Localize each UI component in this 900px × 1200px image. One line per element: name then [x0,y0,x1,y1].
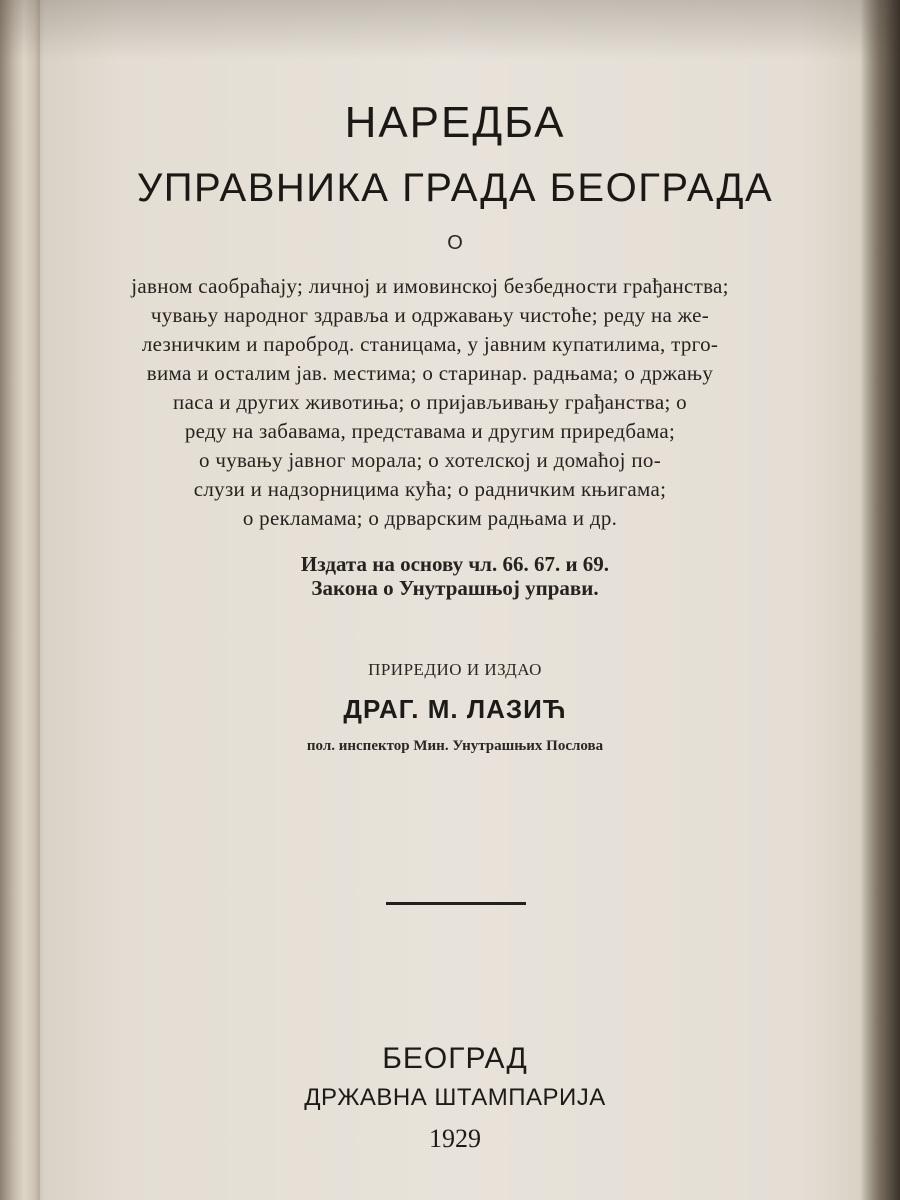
author-name: ДРАГ. М. ЛАЗИЋ [343,694,567,724]
body-line: јавном саобраћају; личној и имовинској безбедности грађанства; [131,274,729,298]
legal-basis-line: Закона о Унутрашњој управи. [311,576,599,600]
book-spine [0,0,40,1200]
body-line: лезничким и пароброд. станицама, у јавним купатилима, трго- [141,332,719,356]
legal-basis [60,552,850,600]
page-edge-shadow [860,0,900,1200]
body-line: вима и осталим јав. местима; о старинар. радњама; о држању [146,361,714,385]
body-line: паса и других животиња; о пријављивању грађанства; о [173,390,687,414]
body-line: о чувању јавног морала; о хотелској и домаћој по- [198,448,661,472]
about-word: О [447,232,463,254]
publication-year: 1929 [429,1124,481,1153]
prepared-by-label: ПРИРЕДИО И ИЗДАО [368,660,542,679]
publication-city: БЕОГРАД [382,1042,528,1075]
body-line: слузи и надзорницима кућа; о радничким књигама; [193,477,667,501]
printer-name: ДРЖАВНА ШТАМПАРИЈА [304,1084,606,1111]
subjects-paragraph [70,272,790,533]
author-role: пол. инспектор Мин. Унутрашњих Послова [306,738,604,754]
legal-basis-line: Издата на основу чл. 66. 67. и 69. [300,552,610,576]
body-line: реду на забавама, представама и другим приредбама; [184,419,676,443]
body-line: чувању народног здравља и одржавању чистоће; реду на же- [150,303,710,327]
title-page [60,0,850,1200]
document-title: НАРЕДБА [344,98,566,147]
document-subtitle: УПРАВНИКА ГРАДА БЕОГРАДА [136,166,774,210]
body-line: о рекламама; о дрварским радњама и др. [242,506,618,530]
divider-line [386,902,526,905]
